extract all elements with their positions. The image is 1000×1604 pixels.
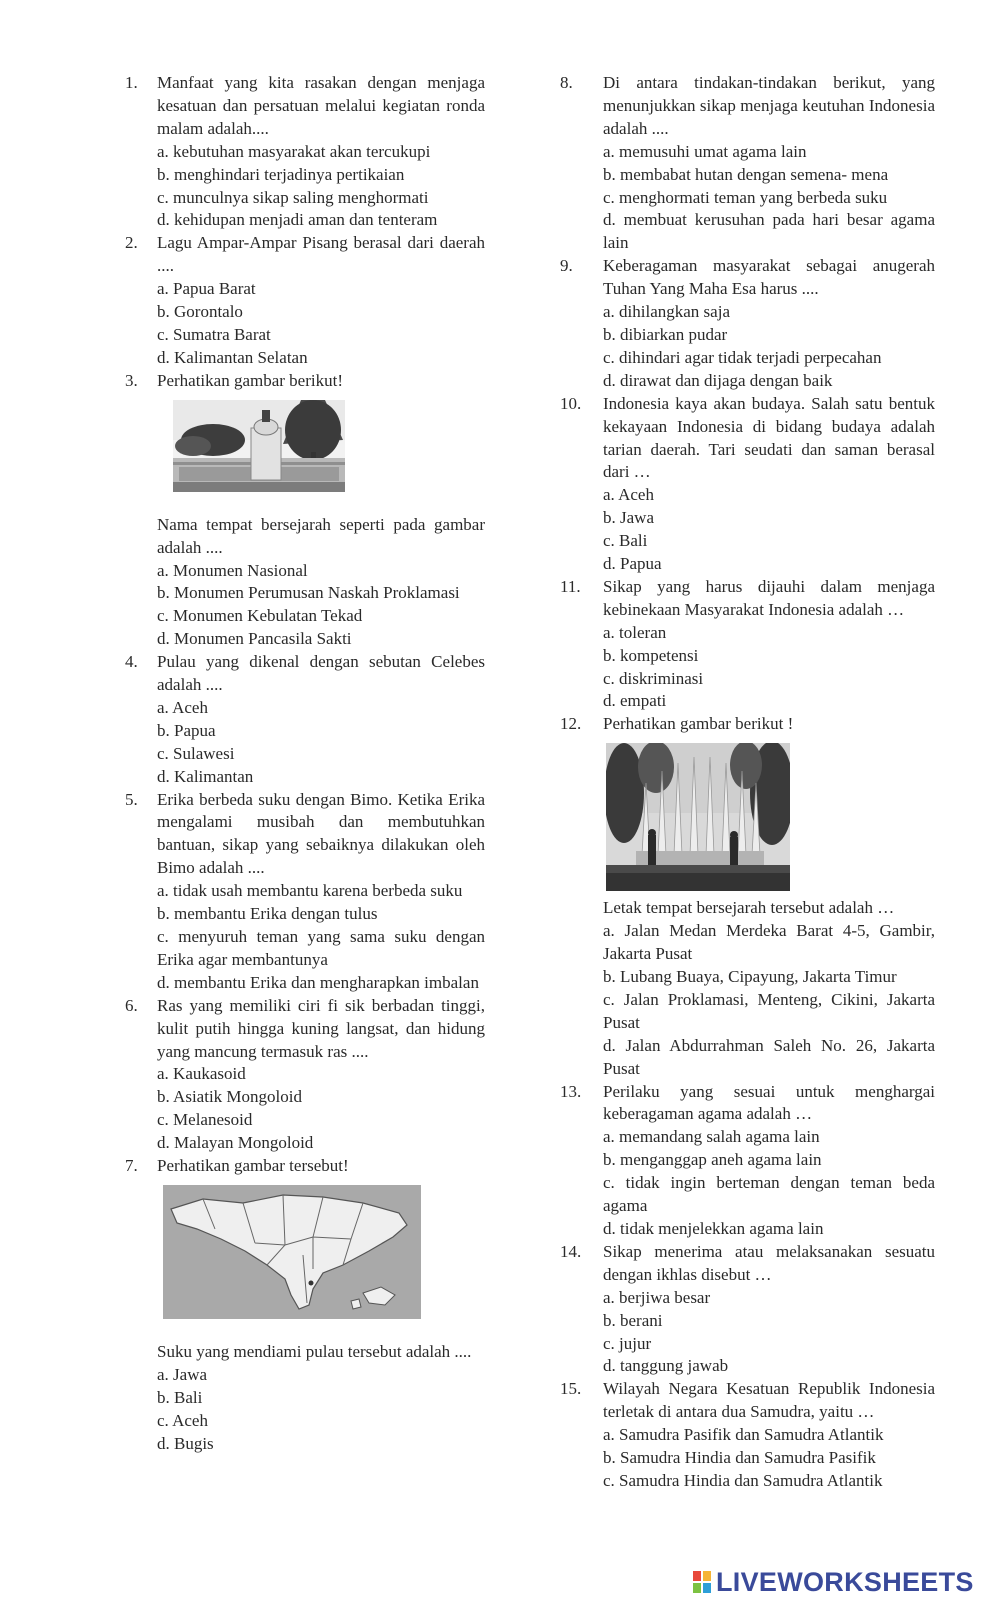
option-a[interactable]: a. tidak usah membantu karena berbeda suku: [157, 881, 463, 901]
right-column: [560, 72, 935, 1493]
question-number: 9.: [560, 256, 573, 276]
option-b[interactable]: b. dibiarkan pudar: [603, 324, 728, 344]
option-a[interactable]: a. Monumen Nasional: [157, 560, 308, 580]
question-stem: Di antara tindakan-tindakan berikut, yang menunjukkan sikap menjaga keutuhan Indonesia adalah ....: [603, 73, 935, 138]
liveworksheets-logo: [692, 1567, 974, 1597]
question-stem-continued: Nama tempat bersejarah seperti pada gambar adalah ....: [157, 514, 485, 557]
monument-photo: [173, 400, 345, 492]
option-c[interactable]: c. diskriminasi: [603, 668, 704, 688]
question-stem: Perhatikan gambar berikut !: [603, 714, 794, 734]
question-stem: Pulau yang dikenal dengan sebutan Celebes adalah ....: [157, 652, 485, 695]
option-d[interactable]: d. dirawat dan dijaga dengan baik: [603, 370, 833, 390]
option-d[interactable]: d. tanggung jawab: [603, 1356, 729, 1376]
question-9: [560, 255, 935, 392]
option-d[interactable]: d. kehidupan menjadi aman dan tenteram: [157, 210, 438, 230]
question-number: 12.: [560, 714, 582, 734]
question-number: 14.: [560, 1241, 582, 1261]
logo-square-yellow: [702, 1570, 712, 1582]
question-6: [125, 995, 485, 1155]
option-b[interactable]: b. Asiatik Mongoloid: [157, 1087, 302, 1107]
left-column: [125, 72, 485, 1456]
question-number: 10.: [560, 393, 582, 413]
option-a[interactable]: a. memandang salah agama lain: [603, 1127, 820, 1147]
question-number: 2.: [125, 233, 138, 253]
question-2: [125, 232, 485, 369]
option-a[interactable]: a. Papua Barat: [157, 279, 256, 299]
option-c[interactable]: c. dihindari agar tidak terjadi perpecahan: [603, 347, 882, 367]
question-number: 5.: [125, 789, 138, 809]
logo-square-red: [692, 1570, 702, 1582]
question-number: 1.: [125, 73, 138, 92]
option-a[interactable]: a. Samudra Pasifik dan Samudra Atlantik: [603, 1425, 884, 1445]
question-number: 15.: [560, 1379, 582, 1399]
option-b[interactable]: b. Gorontalo: [157, 302, 243, 322]
option-a[interactable]: a. kebutuhan masyarakat akan tercukupi: [157, 141, 431, 161]
question-stem: Wilayah Negara Kesatuan Republik Indonesia terletak di antara dua Samudra, yaitu …: [603, 1379, 935, 1422]
option-c[interactable]: c. Aceh: [157, 1410, 208, 1430]
question-number: 11.: [560, 576, 581, 596]
option-b[interactable]: b. menganggap aneh agama lain: [603, 1150, 822, 1170]
option-c[interactable]: c. Sumatra Barat: [157, 324, 271, 344]
question-1: [125, 72, 485, 232]
option-a[interactable]: a. Kaukasoid: [157, 1064, 246, 1084]
question-stem: Sikap yang harus dijauhi dalam menjaga kebinekaan Masyarakat Indonesia adalah …: [603, 576, 935, 619]
option-c[interactable]: c. jujur: [603, 1333, 652, 1353]
option-c[interactable]: c. Monumen Kebulatan Tekad: [157, 606, 363, 626]
logo-square-blue: [702, 1582, 712, 1594]
question-3: [125, 370, 485, 651]
option-b[interactable]: b. Samudra Hindia dan Samudra Pasifik: [603, 1448, 876, 1468]
option-a[interactable]: a. Aceh: [603, 485, 654, 505]
question-stem: Perhatikan gambar berikut!: [157, 370, 343, 390]
question-14: [560, 1241, 935, 1378]
logo-text: LIVEWORKSHEETS: [716, 1566, 974, 1597]
option-d[interactable]: d. membantu Erika dan mengharapkan imbalan: [157, 972, 479, 992]
question-12: [560, 713, 935, 1080]
question-4: [125, 651, 485, 788]
option-c[interactable]: c. menghormati teman yang berbeda suku: [603, 187, 888, 207]
option-d[interactable]: d. empati: [603, 691, 667, 711]
option-b[interactable]: b. Lubang Buaya, Cipayung, Jakarta Timur: [603, 967, 897, 986]
bali-map: [163, 1185, 421, 1319]
option-a[interactable]: a. Jalan Medan Merdeka Barat 4-5, Gambir, Jakarta Pusat: [603, 921, 935, 964]
logo-square-green: [692, 1582, 702, 1594]
question-stem-continued: Letak tempat bersejarah tersebut adalah …: [603, 898, 895, 918]
option-d[interactable]: d. Kalimantan Selatan: [157, 347, 308, 367]
question-number: 3.: [125, 370, 138, 390]
option-c[interactable]: c. tidak ingin berteman dengan teman beda agama: [603, 1173, 935, 1216]
option-a[interactable]: a. Aceh: [157, 697, 208, 717]
option-d[interactable]: d. Jalan Abdurrahman Saleh No. 26, Jakarta Pusat: [603, 1035, 935, 1078]
option-c[interactable]: c. munculnya sikap saling menghormati: [157, 187, 429, 207]
question-13: [560, 1081, 935, 1241]
question-5: [125, 789, 485, 995]
question-stem: Lagu Ampar-Ampar Pisang berasal dari daerah ....: [157, 233, 485, 276]
liveworksheets-logo-icon: [692, 1570, 712, 1594]
option-d[interactable]: d. Malayan Mongoloid: [157, 1133, 314, 1153]
option-c[interactable]: c. menyuruh teman yang sama suku dengan Erika agar membantunya: [157, 927, 485, 969]
option-b[interactable]: b. Papua: [157, 720, 216, 740]
question-stem-continued: Suku yang mendiami pulau tersebut adalah ....: [157, 1341, 472, 1361]
option-b[interactable]: b. kompetensi: [603, 645, 699, 665]
question-10: [560, 393, 935, 576]
question-7: [125, 1155, 485, 1455]
question-stem: Erika berbeda suku dengan Bimo. Ketika Erika mengalami musibah dan membutuhkan bantuan, sikap yang sebaiknya dilakukan oleh Bimo adalah ....: [157, 789, 485, 878]
question-stem: Perilaku yang sesuai untuk menghargai keberagaman agama adalah …: [603, 1081, 935, 1124]
option-c[interactable]: c. Sulawesi: [157, 743, 235, 763]
option-b[interactable]: b. menghindari terjadinya pertikaian: [157, 164, 405, 184]
option-d[interactable]: d. tidak menjelekkan agama lain: [603, 1218, 824, 1238]
question-number: 7.: [125, 1156, 138, 1176]
question-stem: Ras yang memiliki ciri fi sik berbadan tinggi, kulit putih hingga kuning langsat, dan hidung yang mancung termasuk ras ....: [157, 995, 485, 1061]
question-stem: Sikap menerima atau melaksanakan sesuatu dengan ikhlas disebut …: [603, 1241, 935, 1284]
question-11: [560, 576, 935, 713]
option-b[interactable]: b. membabat hutan dengan semena- mena: [603, 164, 889, 184]
option-b[interactable]: b. berani: [603, 1310, 663, 1330]
option-a[interactable]: a. Jawa: [157, 1364, 208, 1384]
option-b[interactable]: b. Jawa: [603, 508, 654, 528]
question-stem: Manfaat yang kita rasakan dengan menjaga kesatuan dan persatuan melalui kegiatan ronda malam adalah....: [157, 73, 485, 138]
question-number: 6.: [125, 995, 138, 1015]
option-a[interactable]: a. toleran: [603, 622, 667, 642]
option-b[interactable]: b. membantu Erika dengan tulus: [157, 904, 378, 924]
option-c[interactable]: c. Bali: [603, 531, 648, 551]
option-a[interactable]: a. berjiwa besar: [603, 1287, 711, 1307]
option-c[interactable]: c. Melanesoid: [157, 1110, 253, 1130]
option-b[interactable]: b. Bali: [157, 1387, 203, 1407]
option-d[interactable]: d. Bugis: [157, 1433, 214, 1453]
question-15: [560, 1378, 935, 1493]
question-stem: Indonesia kaya akan budaya. Salah satu bentuk kekayaan Indonesia di bidang budaya adalah tarian daerah. Tari seudati dan saman berasal dari …: [603, 393, 935, 482]
option-a[interactable]: a. dihilangkan saja: [603, 302, 730, 322]
option-d[interactable]: d. membuat kerusuhan pada hari besar agama lain: [603, 210, 935, 253]
question-number: 13.: [560, 1081, 582, 1101]
option-b[interactable]: b. Monumen Perumusan Naskah Proklamasi: [157, 583, 460, 603]
option-c[interactable]: c. Jalan Proklamasi, Menteng, Cikini, Jakarta Pusat: [603, 989, 935, 1032]
option-d[interactable]: d. Papua: [603, 554, 662, 574]
question-stem: Perhatikan gambar tersebut!: [157, 1156, 349, 1176]
question-number: 8.: [560, 73, 573, 92]
question-number: 4.: [125, 652, 138, 672]
option-d[interactable]: d. Monumen Pancasila Sakti: [157, 629, 352, 649]
option-a[interactable]: a. memusuhi umat agama lain: [603, 141, 807, 161]
question-stem: Keberagaman masyarakat sebagai anugerah Tuhan Yang Maha Esa harus ....: [603, 256, 935, 299]
option-c[interactable]: c. Samudra Hindia dan Samudra Atlantik: [603, 1470, 883, 1490]
lubang-buaya-photo: [606, 743, 790, 891]
option-d[interactable]: d. Kalimantan: [157, 766, 254, 786]
question-8: [560, 72, 935, 255]
